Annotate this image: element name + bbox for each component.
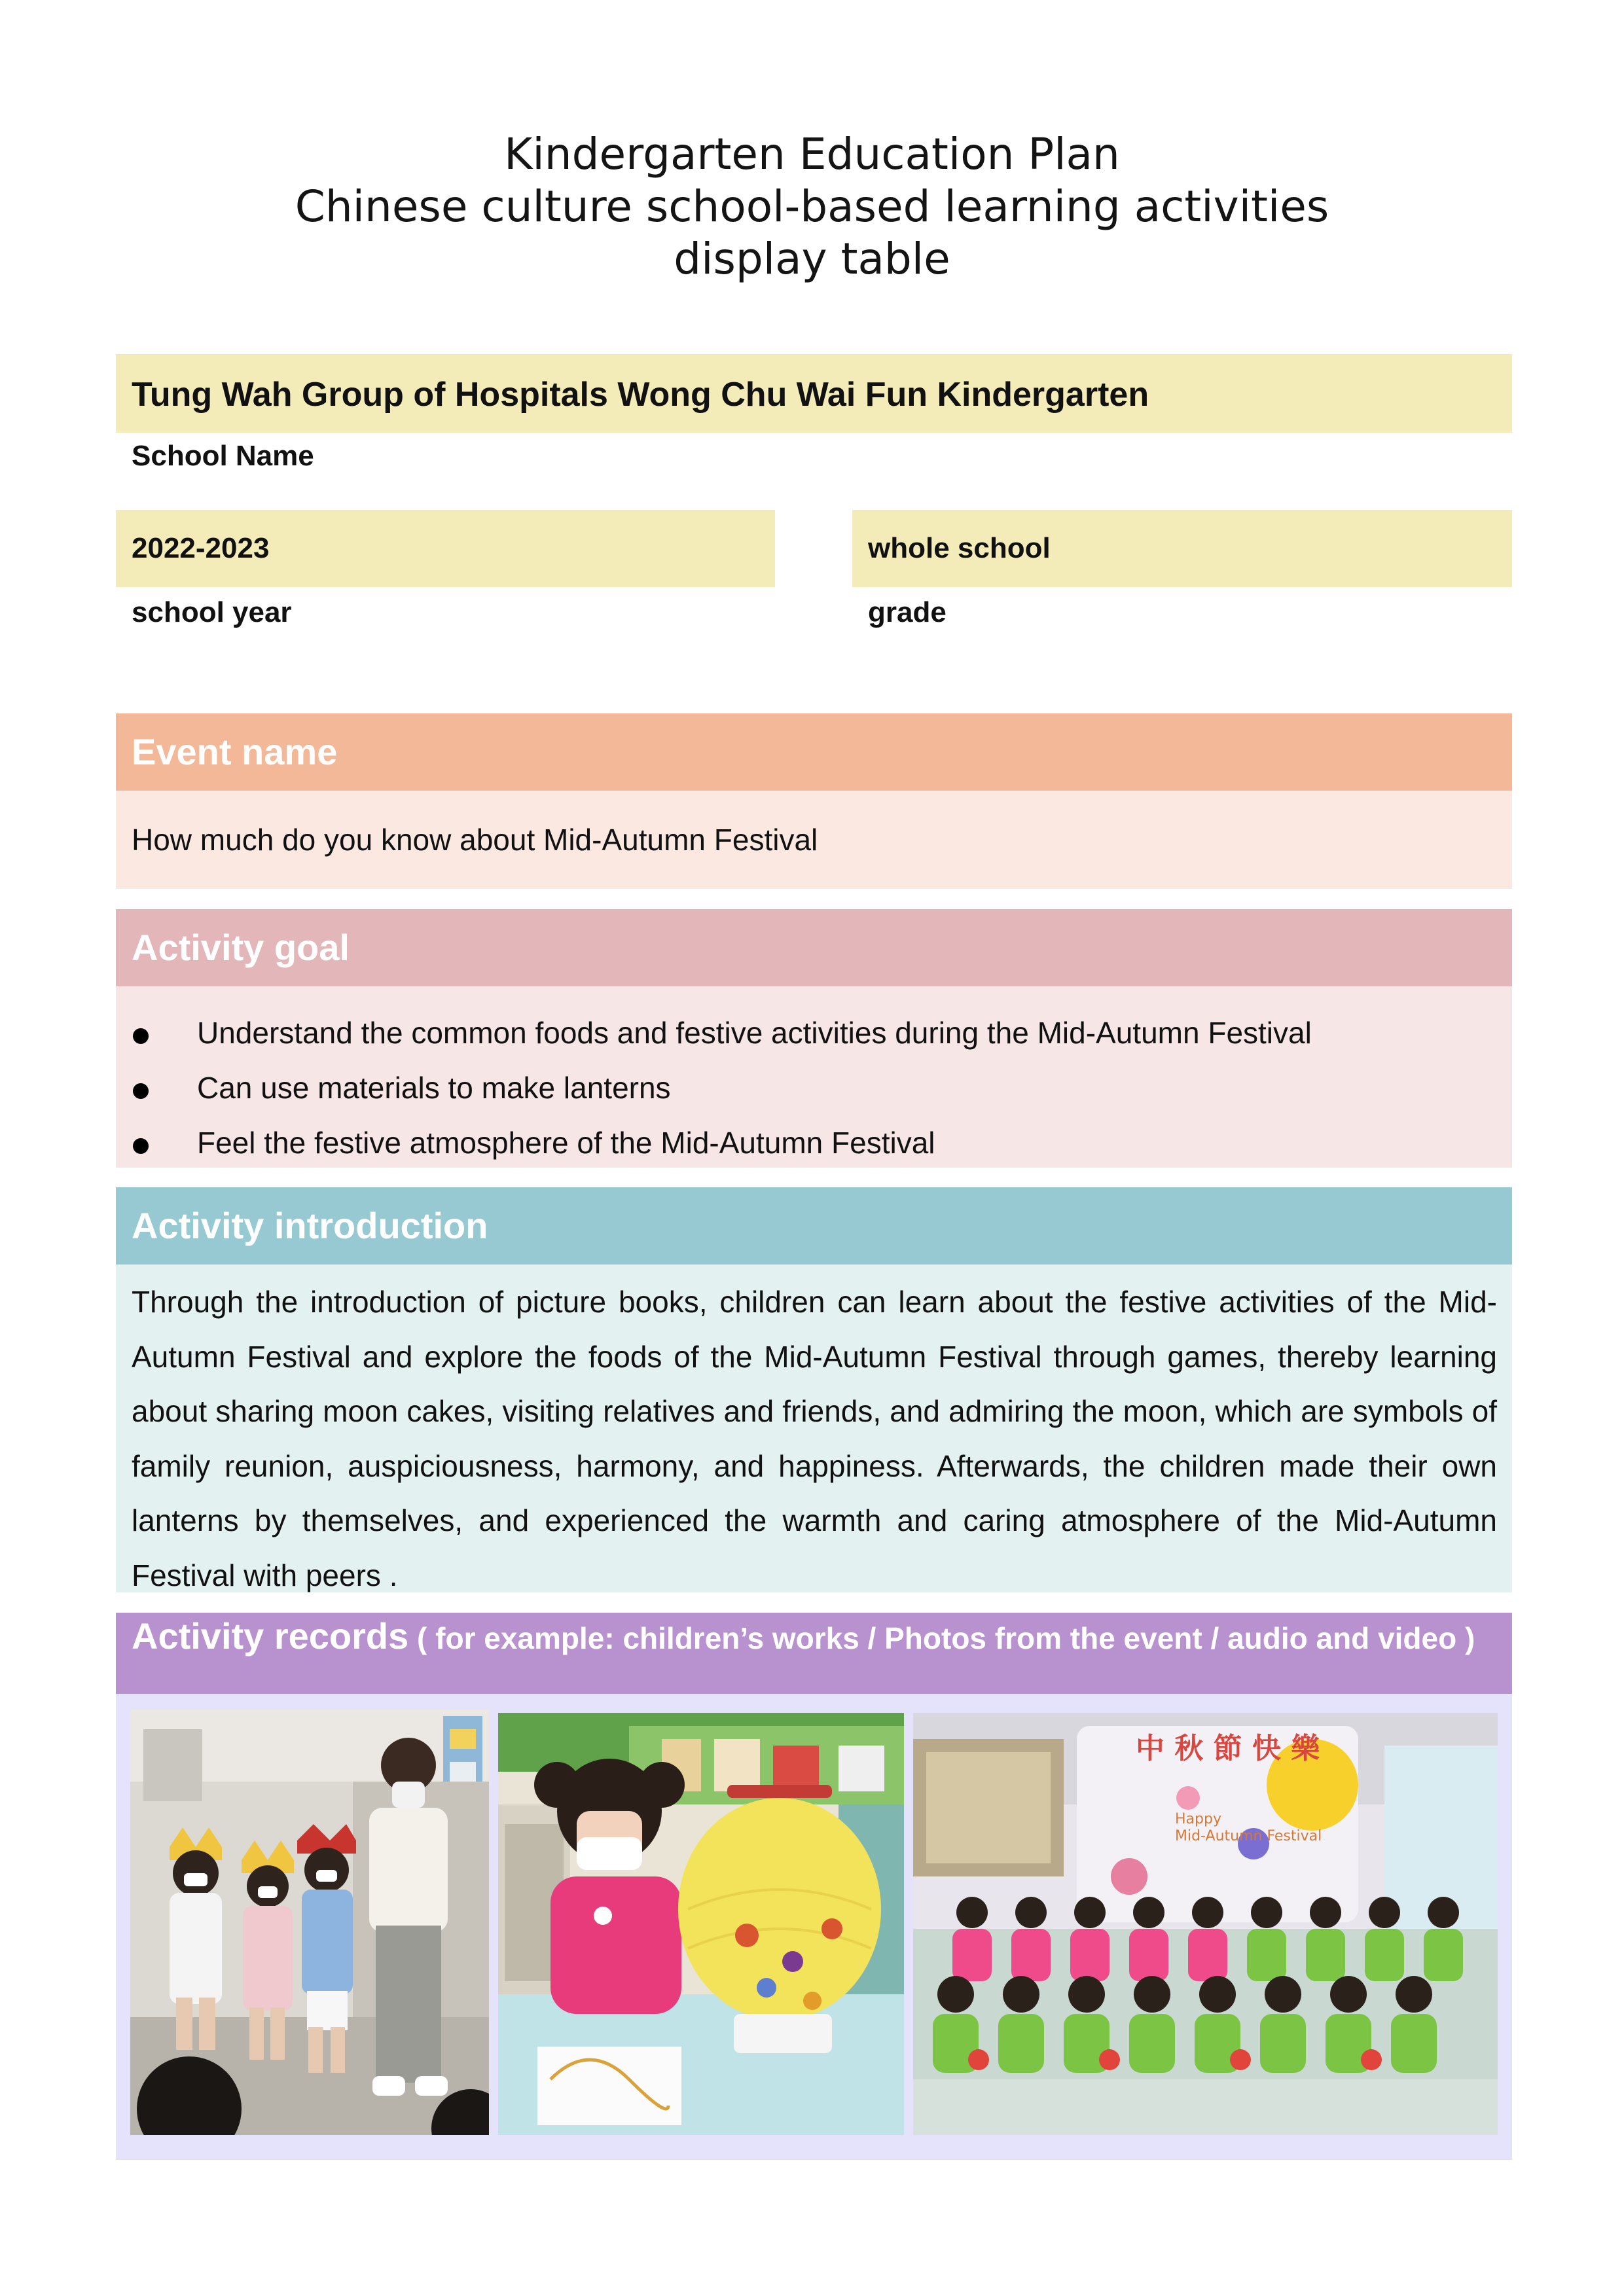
activity-goal-body bbox=[116, 986, 1512, 1168]
activity-records-heading: Activity records bbox=[132, 1615, 409, 1657]
title-line-3: display table bbox=[674, 234, 950, 284]
document-title bbox=[0, 128, 1624, 285]
photo-sign-line-1: Happy bbox=[1175, 1811, 1221, 1827]
activity-introduction-heading: Activity introduction bbox=[132, 1205, 488, 1246]
activity-photo-group bbox=[913, 1713, 1498, 2135]
activity-introduction-header bbox=[116, 1187, 1512, 1265]
event-name-value: How much do you know about Mid-Autumn Festival bbox=[132, 823, 818, 857]
event-name-header bbox=[116, 713, 1512, 791]
activity-records-header bbox=[116, 1613, 1512, 1694]
school-name-value: Tung Wah Group of Hospitals Wong Chu Wai Fun Kindergarten bbox=[132, 376, 1149, 414]
photo-banner-chinese: 中 秋 節 快 樂 bbox=[1136, 1732, 1320, 1765]
bullet-icon bbox=[133, 1138, 149, 1154]
goal-text: Understand the common foods and festive activities during the Mid-Autumn Festival bbox=[197, 1016, 1312, 1050]
school-year-field bbox=[116, 510, 775, 587]
school-name-label: School Name bbox=[132, 440, 314, 472]
title-line-1: Kindergarten Education Plan bbox=[504, 129, 1120, 179]
activity-records-note: ( for example: children’s works / Photos from the event / audio and video ) bbox=[408, 1621, 1475, 1655]
photo-sign-line-2: Mid-Autumn Festival bbox=[1175, 1828, 1322, 1844]
grade-label: grade bbox=[868, 596, 947, 628]
activity-introduction-body bbox=[116, 1265, 1512, 1592]
activity-goal-header bbox=[116, 909, 1512, 986]
goal-text: Can use materials to make lanterns bbox=[197, 1071, 671, 1105]
school-year-value: 2022-2023 bbox=[132, 532, 270, 564]
activity-photo-lantern bbox=[498, 1713, 904, 2135]
school-year-label: school year bbox=[132, 596, 292, 628]
bullet-icon bbox=[133, 1083, 149, 1099]
activity-introduction-text: Through the introduction of picture books, children can learn about the festive activities of the Mid-Autumn Festival and explore the foods of the Mid-Autumn Festival through games, thereby learning about sharing moon cakes, visiting relatives and friends, and admiring the moon, which are symbols of family reunion, auspiciousness, harmony, and happiness. Afterwards, the children made their own lanterns by themselves, and experienced the warmth and caring atmosphere of the Mid-Autumn Festival with peers . bbox=[132, 1285, 1497, 1592]
school-name-field bbox=[116, 354, 1512, 433]
activity-photo-crowns bbox=[130, 1710, 489, 2135]
title-line-2: Chinese culture school-based learning activities bbox=[295, 181, 1329, 232]
goal-text: Feel the festive atmosphere of the Mid-Autumn Festival bbox=[197, 1126, 935, 1160]
event-name-body bbox=[116, 791, 1512, 889]
bullet-icon bbox=[133, 1028, 149, 1044]
event-name-heading: Event name bbox=[132, 731, 338, 772]
grade-field bbox=[852, 510, 1512, 587]
grade-value: whole school bbox=[868, 532, 1051, 564]
activity-goal-heading: Activity goal bbox=[132, 927, 350, 968]
activity-records-heading-wrap bbox=[132, 1617, 1497, 1666]
